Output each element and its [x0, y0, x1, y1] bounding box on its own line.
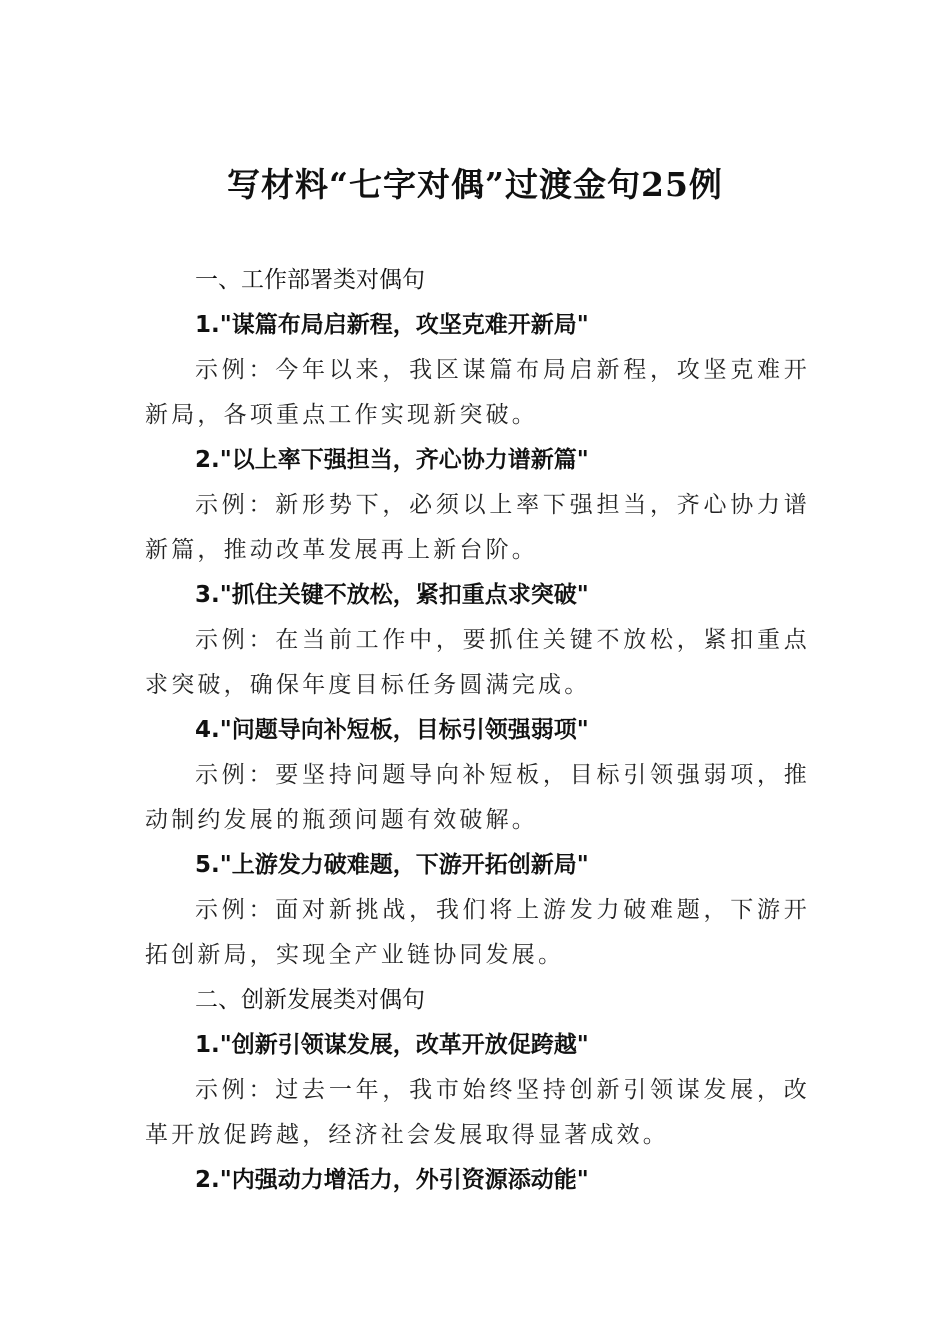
example-paragraph	[145, 348, 810, 438]
example-paragraph	[145, 888, 810, 978]
example-paragraph	[145, 753, 810, 843]
couplet-phrase: 3."抓住关键不放松，紧扣重点求突破"	[195, 582, 589, 608]
section-heading: 二、创新发展类对偶句	[195, 987, 425, 1013]
example-paragraph	[145, 483, 810, 573]
example-text: 要坚持问题导向补短板，目标引领强弱项，推动制约发展的瓶颈问题有效破解。	[145, 762, 810, 833]
section-heading: 一、工作部署类对偶句	[195, 267, 425, 293]
example-label: 示例：	[195, 627, 276, 653]
document-body	[145, 258, 810, 1203]
couplet-phrase: 2."以上率下强担当，齐心协力谱新篇"	[195, 447, 589, 473]
example-label: 示例：	[195, 762, 276, 788]
example-text: 在当前工作中，要抓住关键不放松，紧扣重点求突破，确保年度目标任务圆满完成。	[145, 627, 810, 698]
couplet-phrase: 1."创新引领谋发展，改革开放促跨越"	[195, 1032, 589, 1058]
example-label: 示例：	[195, 1077, 276, 1103]
example-label: 示例：	[195, 357, 276, 383]
example-paragraph	[145, 618, 810, 708]
couplet-phrase: 5."上游发力破难题，下游开拓创新局"	[195, 852, 589, 878]
couplet-phrase: 4."问题导向补短板，目标引领强弱项"	[195, 717, 589, 743]
document-title: 写材料“七字对偶”过渡金句25例	[227, 165, 723, 204]
example-text: 过去一年，我市始终坚持创新引领谋发展，改革开放促跨越，经济社会发展取得显著成效。	[145, 1077, 810, 1148]
example-paragraph	[145, 1068, 810, 1158]
example-label: 示例：	[195, 897, 276, 923]
couplet-phrase: 2."内强动力增活力，外引资源添动能"	[195, 1167, 589, 1193]
couplet-phrase: 1."谋篇布局启新程，攻坚克难开新局"	[195, 312, 589, 338]
example-label: 示例：	[195, 492, 276, 518]
example-text: 面对新挑战，我们将上游发力破难题，下游开拓创新局，实现全产业链协同发展。	[145, 897, 810, 968]
example-text: 新形势下，必须以上率下强担当，齐心协力谱新篇，推动改革发展再上新台阶。	[145, 492, 810, 563]
example-text: 今年以来，我区谋篇布局启新程，攻坚克难开新局，各项重点工作实现新突破。	[145, 357, 810, 428]
